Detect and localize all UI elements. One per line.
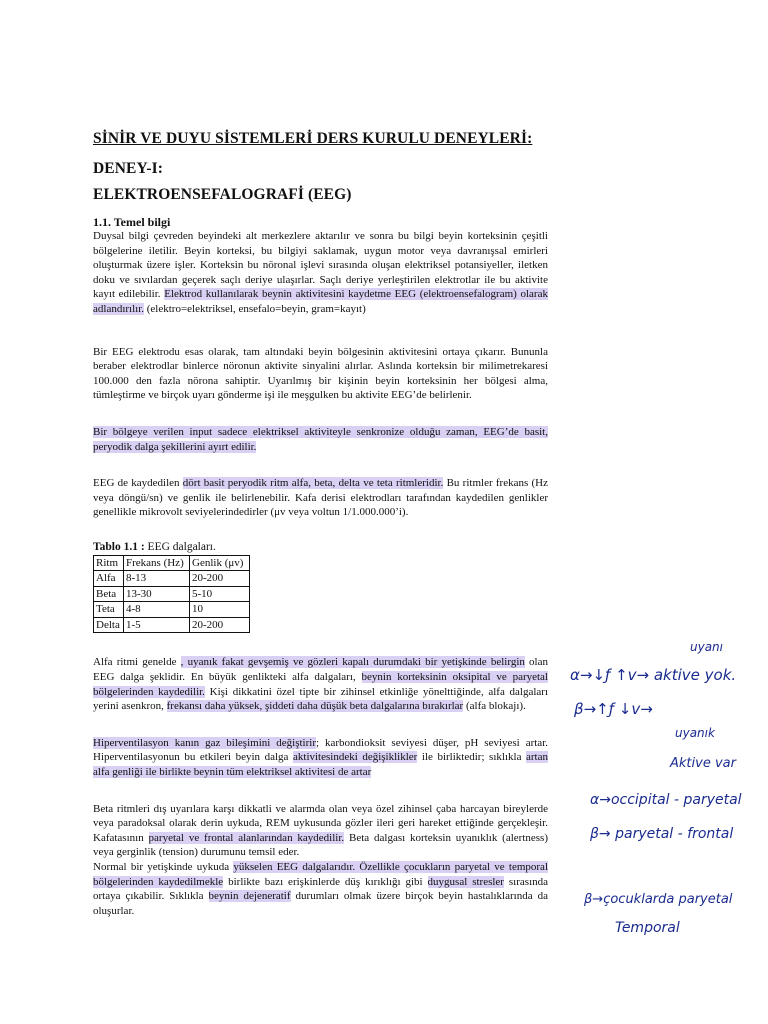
sync-highlight: Bir bölgeye verilen input sadece elektriksel aktiviteyle senkronize olduğu zaman, EEG’de basit, peryodik dalga şekillerini ayırt edilir. xyxy=(93,425,548,453)
paragraph-rhythms xyxy=(93,476,548,520)
paragraph-beta xyxy=(93,802,548,860)
paragraph-intro xyxy=(93,229,548,317)
note-awake-2: uyanık xyxy=(675,726,715,740)
note-alpha-inactive: α→↓ƒ ↑v→ aktive yok. xyxy=(570,666,737,684)
table-cell: 5-10 xyxy=(190,586,250,602)
note-beta-regions: β→ paryetal - frontal xyxy=(590,826,734,842)
beta-highlight: paryetal ve frontal alanlarından kaydedilir. xyxy=(148,831,345,844)
table-cell: Delta xyxy=(94,617,124,633)
hv-text-b: ile birliktedir; sıklıkla xyxy=(417,751,527,764)
alpha-highlight-2: beynin korteksinin oksipital ve paryetal bölgelerinden kaydedilir. xyxy=(93,671,548,698)
rhythms-text-a: EEG de kaydedilen xyxy=(93,477,183,490)
hv-highlight-2: aktivitesindeki değişiklikler xyxy=(293,751,418,764)
intro-text: Duysal bilgi çevreden beyindeki alt merkezlere aktarılır ve sonra bu bilgi beyin korteksinin çeşitli bölgelerine iletilir. Beyin korteksi, bu bilgiyi saklamak, uygun motor veya davranışsal emirleri oluşturmak üzere işler. Korteksin bu nöronal işlevi sırasında oluşan elektriksel potansiyeller, iletken doku ve sıvılardan geçerek saçlı deriye ulaşırlar. Saçlı deriye yerleştirilen elektrotlar ile bu aktivite kayıt edilebilir. xyxy=(93,230,548,301)
hv-highlight-1: Hiperventilasyon kanın gaz bileşimini değiştirir xyxy=(93,736,316,749)
table-cell: 4-8 xyxy=(124,602,190,618)
sleep-text-b: birlikte bazı erişkinlerde düş kırıklığı gibi xyxy=(223,875,428,888)
paragraph-sync xyxy=(93,425,548,454)
eeg-waves-table xyxy=(93,555,250,634)
sleep-text-d: durumları olmak üzere birçok beyin hastalıklarında da oluşurlar. xyxy=(93,890,548,917)
alpha-text-c: Kişi dikkatini özel tipte bir zihinsel etkinliğe yönelttiğinde, alfa dalgaları yerini asenkron, xyxy=(93,685,549,713)
note-active: Aktive var xyxy=(670,756,736,771)
note-alpha-regions: α→occipital - paryetal xyxy=(590,792,742,808)
handwritten-notes xyxy=(560,630,768,950)
alpha-text-a: Alfa ritmi genelde xyxy=(93,656,181,669)
paragraph-sleep xyxy=(93,860,548,918)
table-cell: 13-30 xyxy=(124,586,190,602)
beta-text-a: Beta ritmleri dış uyarılara karşı dikkatli ve alarmda olan veya özel zihinsel çaba harcayan bireylerde veya paradoksal olarak derin uykuda, REM uykusunda gözler ileri geri hareket ettiğinde gerçekleşir. Kafatasının xyxy=(93,802,548,844)
beta-text-b: Beta dalgası korteksin uyanıklık (alertness) veya gerginlik (tension) durumunu temsil eder. xyxy=(93,831,548,859)
table-row xyxy=(94,586,250,602)
table-cell: 20-200 xyxy=(190,617,250,633)
note-awake: uyanı xyxy=(690,640,723,654)
table-row xyxy=(94,571,250,587)
intro-etymology: (elektro=elektriksel, ensefalo=beyin, gram=kayıt) xyxy=(146,302,366,315)
rhythms-text-b: Bu ritmler frekans (Hz veya döngü/sn) ve genlik ile belirlenebilir. Kafa derisi elektrodları tarafından kaydedilen genlikler genellikle mikrovolt seviyelerindedirler (μv veya voltun 1/1.000.000’i). xyxy=(93,477,548,519)
table-row xyxy=(94,617,250,633)
note-children-regions: β→çocuklarda paryetal xyxy=(584,892,733,907)
paragraph-alpha xyxy=(93,655,548,713)
table-row xyxy=(94,602,250,618)
sleep-text-a: Normal bir yetişkinde uykuda xyxy=(93,860,234,873)
section-heading: 1.1. Temel bilgi xyxy=(93,215,171,229)
subject-heading: ELEKTROENSEFALOGRAFİ (EEG) xyxy=(93,186,352,203)
alpha-text-b: olan EEG dalga şeklidir. En büyük genlikteki alfa dalgaları, xyxy=(93,656,548,683)
table-cell: 1-5 xyxy=(124,617,190,633)
table-cell: 20-200 xyxy=(190,571,250,587)
table-label: Tablo 1.1 : xyxy=(93,540,145,553)
table-cell: 10 xyxy=(190,602,250,618)
rhythms-highlight: dört basit peryodik ritm alfa, beta, delta ve teta ritmleridir. xyxy=(182,477,444,490)
note-beta-freq: β→↑ƒ ↓v→ xyxy=(574,700,653,718)
alpha-text-d: (alfa blokajı). xyxy=(463,700,526,713)
sleep-highlight-1: yükselen EEG dalgalarıdır. Özellikle çocukların paryetal ve temporal bölgelerinden kaydedilmekle xyxy=(93,860,548,888)
sleep-highlight-2: duygusal stresler xyxy=(427,875,504,888)
sleep-text-c: sırasında ortaya çıkabilir. Sıklıkla xyxy=(93,875,549,903)
alpha-highlight-3: frekansı daha yüksek, şiddeti daha düşük beta dalgalarına bırakırlar xyxy=(166,700,464,713)
table-cell: 8-13 xyxy=(124,571,190,587)
note-temporal: Temporal xyxy=(615,920,680,936)
table-cell: Alfa xyxy=(94,571,124,587)
sleep-highlight-3: beynin dejeneratif xyxy=(208,890,291,903)
hv-highlight-3: artan alfa genliği ile birlikte beynin tüm elektriksel aktivitesi de artar xyxy=(93,751,548,778)
alpha-highlight-1: , uyanık fakat gevşemiş ve gözleri kapalı durumdaki bir yetişkinde belirgin xyxy=(180,656,525,669)
table-cell: Beta xyxy=(94,586,124,602)
table-header-cell: Frekans (Hz) xyxy=(124,555,190,571)
hv-text-a: ; karbondioksit seviyesi düşer, pH seviyesi artar. Hiperventilasyonun bu etkileri beyin dalga xyxy=(93,736,548,764)
document-body xyxy=(93,128,548,918)
paragraph-electrode: Bir EEG elektrodu esas olarak, tam altındaki beyin bölgesinin aktivitesini ortaya çıkarır. Bununla beraber elektrodlar binlerce nöronun aktivite sinyalini alırlar. Aslında korteksin bir milimetrekaresi 100.000 den fazla nörona sahiptir. Uyarılmış bir kişinin beyin korteksinin her bölgesi alma, tümleştirme ve birçok uyarı gönderme işi ile meşgulken bu aktivite EEG’de belirlenir. xyxy=(93,345,548,402)
table-caption xyxy=(93,540,548,554)
experiment-heading: DENEY-I: xyxy=(93,160,163,177)
table-header-cell: Genlik (μv) xyxy=(190,555,250,571)
table-header-cell: Ritm xyxy=(94,555,124,571)
table-header-row xyxy=(94,555,250,571)
table-caption-text: EEG dalgaları. xyxy=(144,540,216,553)
paragraph-hyperventilation xyxy=(93,736,548,780)
table-cell: Teta xyxy=(94,602,124,618)
intro-highlight: Elektrod kullanılarak beynin aktivitesini kaydetme EEG (elektroensefalogram) olarak adlandırılır. xyxy=(93,288,548,315)
document-title: SİNİR VE DUYU SİSTEMLERİ DERS KURULU DENEYLERİ: xyxy=(93,130,533,147)
